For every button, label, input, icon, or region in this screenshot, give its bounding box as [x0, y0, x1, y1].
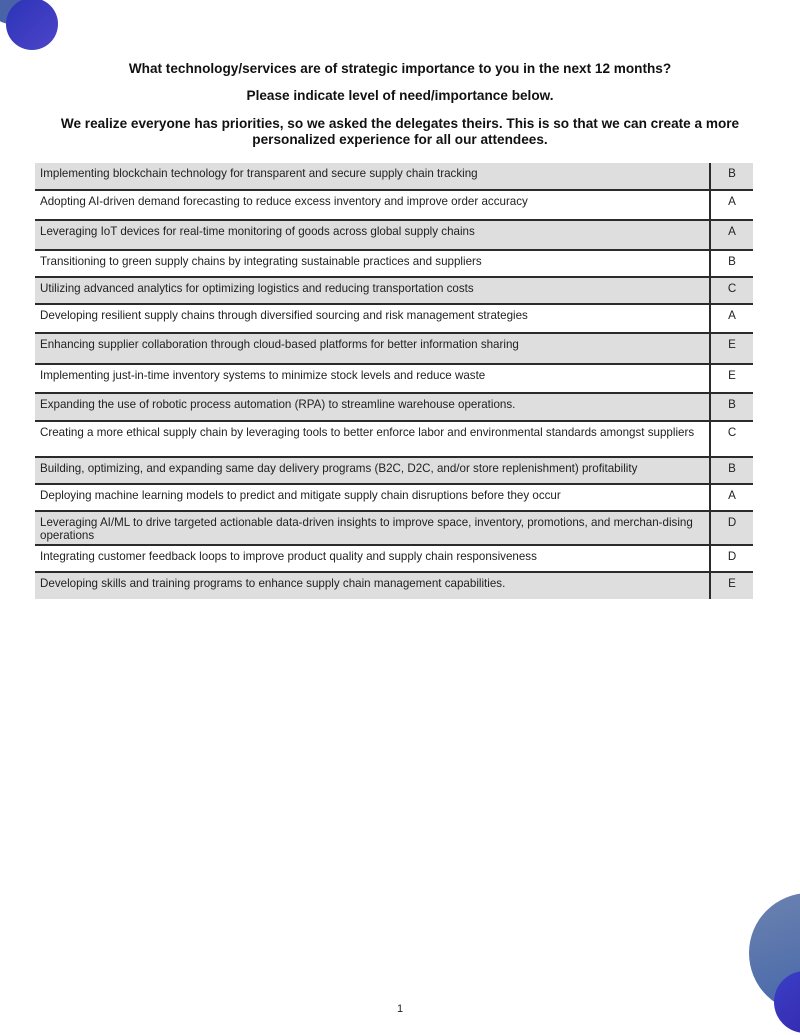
priority-rating: E: [710, 572, 753, 599]
decorative-circle: [6, 0, 58, 50]
priority-rating: B: [710, 457, 753, 484]
priority-rating: C: [710, 421, 753, 457]
priority-text: Developing skills and training programs to enhance supply chain management capabilities.: [35, 572, 710, 599]
table-row: [35, 511, 753, 545]
table-row: [35, 250, 753, 277]
priority-text: Transitioning to green supply chains by integrating sustainable practices and suppliers: [35, 250, 710, 277]
survey-explanation: We realize everyone has priorities, so we asked the delegates theirs. This is so that we can create a more personalized experience for all our attendees.: [60, 116, 740, 147]
priority-text: Expanding the use of robotic process automation (RPA) to streamline warehouse operations.: [35, 393, 710, 421]
priority-text: Deploying machine learning models to predict and mitigate supply chain disruptions before they occur: [35, 484, 710, 511]
table-row: [35, 393, 753, 421]
survey-question: What technology/services are of strategic importance to you in the next 12 months?: [128, 61, 672, 76]
priority-rating: B: [710, 250, 753, 277]
priority-text: Leveraging IoT devices for real-time monitoring of goods across global supply chains: [35, 220, 710, 250]
priority-text: Enhancing supplier collaboration through cloud-based platforms for better information sharing: [35, 333, 710, 364]
table-row: [35, 190, 753, 220]
table-row: [35, 484, 753, 511]
priority-text: Implementing just-in-time inventory systems to minimize stock levels and reduce waste: [35, 364, 710, 393]
table-row: [35, 364, 753, 393]
table-row: [35, 163, 753, 190]
priority-rating: A: [710, 484, 753, 511]
priority-rating: E: [710, 333, 753, 364]
priority-rating: A: [710, 190, 753, 220]
priority-text: Building, optimizing, and expanding same day delivery programs (B2C, D2C, and/or store replenishment) profitability: [35, 457, 710, 484]
priority-text: Adopting AI-driven demand forecasting to reduce excess inventory and improve order accuracy: [35, 190, 710, 220]
priority-rating: D: [710, 545, 753, 572]
priority-rating: C: [710, 277, 753, 304]
priority-text: Implementing blockchain technology for transparent and secure supply chain tracking: [35, 163, 710, 190]
table-row: [35, 277, 753, 304]
priority-text: Integrating customer feedback loops to improve product quality and supply chain responsiveness: [35, 545, 710, 572]
table-row: [35, 333, 753, 364]
table-row: [35, 421, 753, 457]
table-row: [35, 304, 753, 333]
priority-text: Leveraging AI/ML to drive targeted actionable data-driven insights to improve space, inventory, promotions, and merchan-dising operations: [35, 511, 710, 545]
table-row: [35, 545, 753, 572]
priority-rating: B: [710, 393, 753, 421]
priority-text: Creating a more ethical supply chain by leveraging tools to better enforce labor and environmental standards amongst suppliers: [35, 421, 710, 457]
priority-rating: A: [710, 220, 753, 250]
survey-instruction: Please indicate level of need/importance below.: [246, 88, 554, 103]
priority-rating: D: [710, 511, 753, 545]
priority-rating: B: [710, 163, 753, 190]
priority-rating: E: [710, 364, 753, 393]
page-number: 1: [396, 1003, 404, 1015]
priority-rating: A: [710, 304, 753, 333]
priority-text: Utilizing advanced analytics for optimizing logistics and reducing transportation costs: [35, 277, 710, 304]
priority-text: Developing resilient supply chains through diversified sourcing and risk management strategies: [35, 304, 710, 333]
priorities-table: [35, 163, 753, 599]
table-row: [35, 220, 753, 250]
table-row: [35, 457, 753, 484]
table-row: [35, 572, 753, 599]
